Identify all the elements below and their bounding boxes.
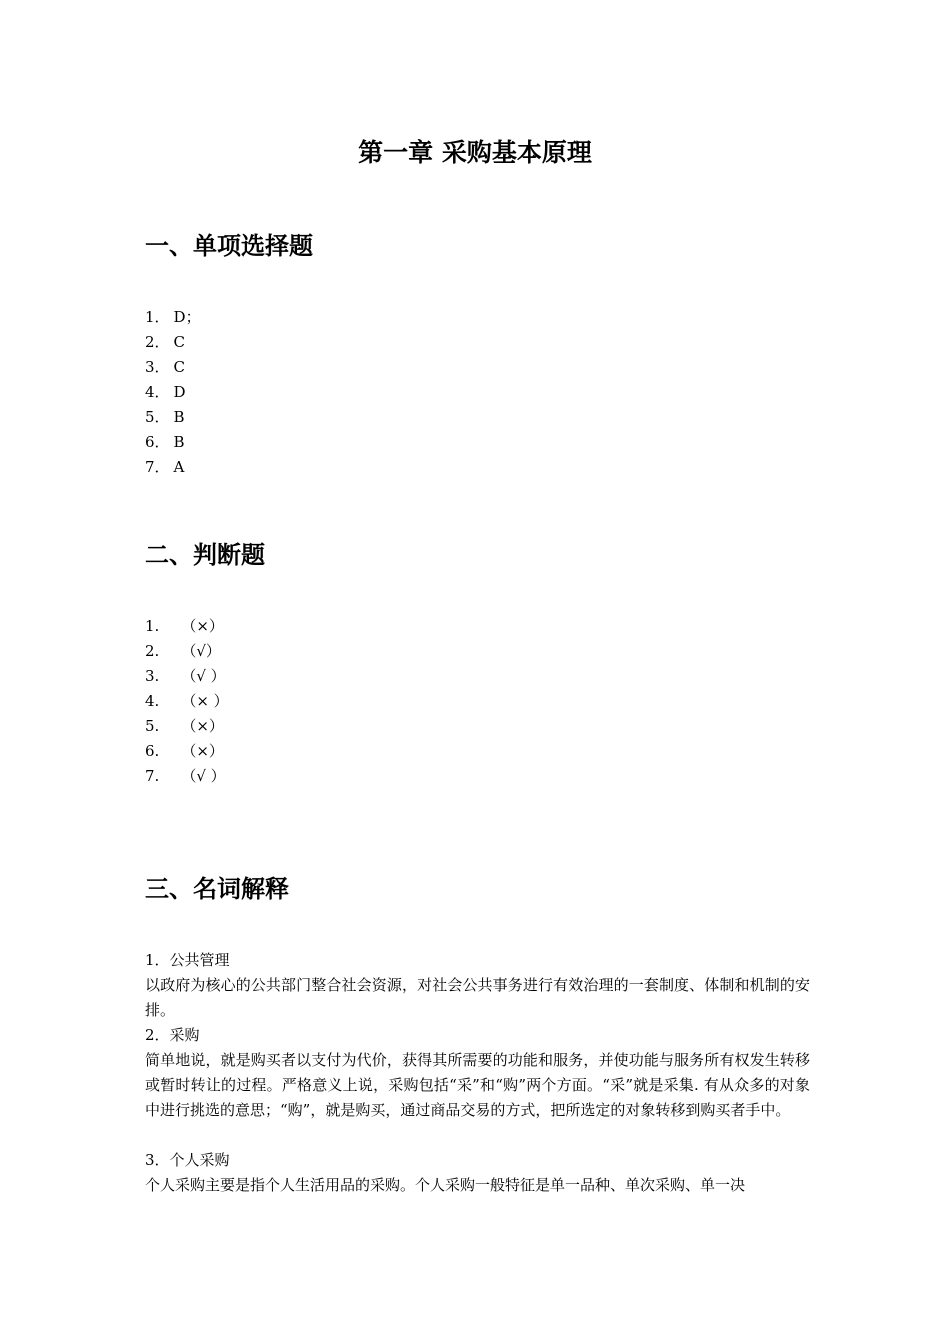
item-number: 5. xyxy=(145,717,160,735)
item-answer: （× ） xyxy=(181,692,229,710)
item-answer: （√） xyxy=(181,642,221,660)
term-definition: 简单地说，就是购买者以支付为代价，获得其所需要的功能和服务，并使功能与服务所有权发生转移或暂时转让的过程。严格意义上说，采购包括“采”和“购”两个方面。“采”就是采集. 有从众多的对象中进行挑选的意思；“购”，就是购买，通过商品交易的方式，把所选定的对象转移到购买者手中。 xyxy=(145,1051,810,1119)
item-number: 6． xyxy=(145,433,170,451)
item-answer: D； xyxy=(173,308,201,326)
list-item xyxy=(145,664,226,689)
item-answer: （×） xyxy=(181,717,224,735)
list-item xyxy=(145,739,224,764)
list-item xyxy=(145,305,201,330)
list-item xyxy=(145,380,186,405)
item-answer: （√ ） xyxy=(181,767,226,785)
item-number: 3. xyxy=(145,667,160,685)
item-answer: D xyxy=(173,383,186,401)
list-item xyxy=(145,764,226,789)
item-answer: B xyxy=(173,433,185,451)
section-heading-true-false: 二、判断题 xyxy=(145,541,265,569)
item-answer: （×） xyxy=(181,742,224,760)
term-definition: 以政府为核心的公共部门整合社会资源，对社会公共事务进行有效治理的一套制度、体制和机制的安排。 xyxy=(145,976,810,1019)
list-item xyxy=(145,714,224,739)
section-heading-single-choice: 一、单项选择题 xyxy=(145,232,313,260)
list-item xyxy=(145,405,185,430)
section-heading-term-definitions: 三、名词解释 xyxy=(145,875,289,903)
term-definition: 个人采购主要是指个人生活用品的采购。个人采购一般特征是单一品种、单次采购、单一决 xyxy=(145,1176,746,1194)
list-item xyxy=(145,689,229,714)
term-label: 2．采购 xyxy=(145,1026,200,1044)
item-answer: C xyxy=(173,333,186,351)
list-item xyxy=(145,614,224,639)
item-number: 1. xyxy=(145,617,160,635)
chapter-title: 第一章 采购基本原理 xyxy=(358,138,592,167)
item-number: 3． xyxy=(145,358,170,376)
item-number: 4. xyxy=(145,692,160,710)
term-label: 3．个人采购 xyxy=(145,1151,230,1169)
list-item xyxy=(145,330,185,355)
list-item xyxy=(145,355,185,380)
item-number: 2． xyxy=(145,333,170,351)
list-item xyxy=(145,639,221,664)
item-number: 7． xyxy=(145,458,170,476)
item-number: 2. xyxy=(145,642,160,660)
item-answer: A xyxy=(173,458,185,476)
item-answer: C xyxy=(173,358,186,376)
item-answer: （×） xyxy=(181,617,224,635)
item-answer: （√ ） xyxy=(181,667,226,685)
item-number: 6. xyxy=(145,742,160,760)
item-number: 5． xyxy=(145,408,170,426)
item-answer: B xyxy=(173,408,185,426)
term-label: 1．公共管理 xyxy=(145,951,230,969)
item-number: 1． xyxy=(145,308,170,326)
list-item xyxy=(145,455,184,480)
item-number: 4． xyxy=(145,383,170,401)
list-item xyxy=(145,430,185,455)
item-number: 7. xyxy=(145,767,160,785)
